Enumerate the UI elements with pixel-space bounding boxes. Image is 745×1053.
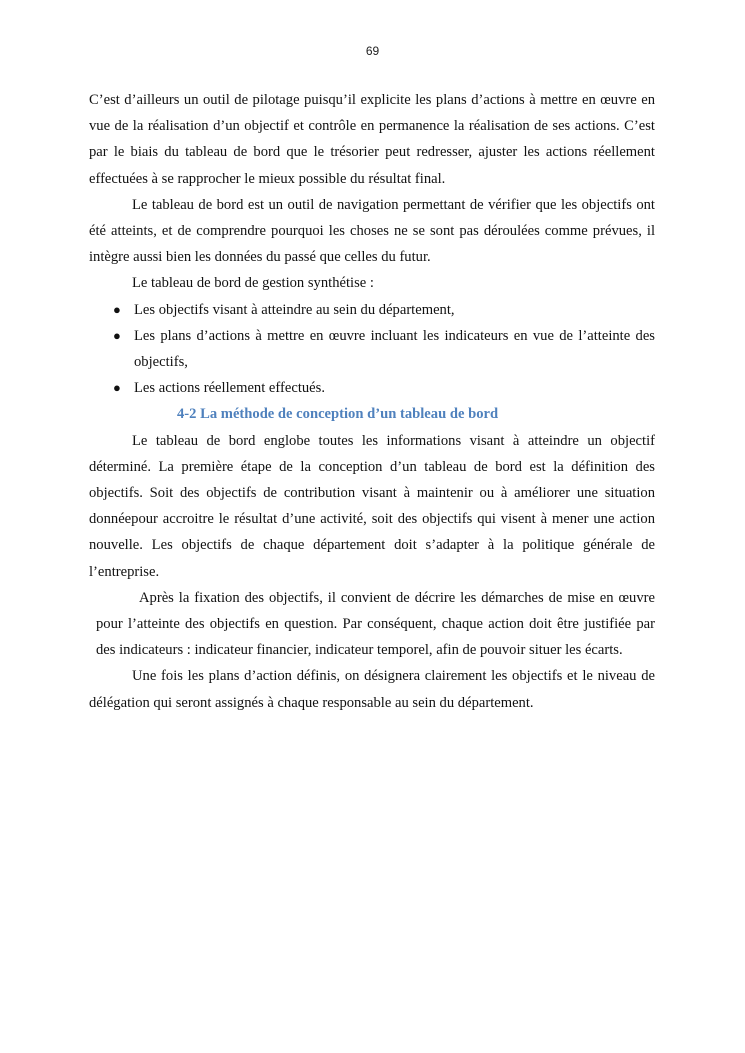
page-number: 69 bbox=[365, 44, 380, 58]
list-item-text: Les objectifs visant à atteindre au sein du département, bbox=[134, 301, 455, 318]
paragraph-navigation: Le tableau de bord est un outil de navigation permettant de vérifier que les objectifs ont été atteints, et de comprendre pourquoi les choses ne se sont pas déroulées comme prévues, il intègre aussi bien les données du passé que celles du futur. bbox=[89, 196, 655, 266]
paragraph-demarches: Après la fixation des objectifs, il convient de décrire les démarches de mise en œuvre pour l’atteinte des objectifs en question. Par conséquent, chaque action doit être justifiée par des indicateurs : indicateur financier, indicateur temporel, afin de pouvoir situer les écarts. bbox=[96, 589, 655, 659]
paragraph-pilotage: C’est d’ailleurs un outil de pilotage puisqu’il explicite les plans d’actions à mettre en œuvre en vue de la réalisation d’un objectif et contrôle en permanence la réalisation de ses actions. C’est par le biais du tableau de bord que le trésorier peut redresser, ajuster les actions réellement effectuées à se rapprocher le mieux possible du résultat final. bbox=[89, 92, 655, 187]
list-item bbox=[89, 323, 655, 375]
bullet-icon: ● bbox=[113, 327, 121, 343]
list-item-text: Les actions réellement effectués. bbox=[134, 380, 325, 397]
body-text bbox=[89, 87, 655, 716]
section-heading: 4-2 La méthode de conception d’un tableau de bord bbox=[177, 406, 499, 423]
paragraph-synthese-intro: Le tableau de bord de gestion synthétise : bbox=[132, 275, 374, 292]
list-item bbox=[89, 297, 655, 323]
list-item-text: Les plans d’actions à mettre en œuvre incluant les indicateurs en vue de l’atteinte des objectifs, bbox=[134, 327, 655, 371]
paragraph-delegation: Une fois les plans d’action définis, on désignera clairement les objectifs et le niveau de délégation qui seront assignés à chaque responsable au sein du département. bbox=[89, 668, 655, 711]
bullet-list bbox=[89, 297, 655, 402]
paragraph-definition-objectifs: Le tableau de bord englobe toutes les informations visant à atteindre un objectif déterminé. La première étape de la conception d’un tableau de bord est la définition des objectifs. Soit des objectifs de contribution visant à maintenir ou à améliorer une situation donnéepour accroitre le résultat d’une activité, soit des objectifs qui visent à mener une action nouvelle. Les objectifs de chaque département doit s’adapter à la politique générale de l’entreprise. bbox=[89, 432, 655, 580]
bullet-icon: ● bbox=[113, 380, 121, 396]
list-item bbox=[89, 375, 655, 401]
bullet-icon: ● bbox=[113, 301, 121, 317]
